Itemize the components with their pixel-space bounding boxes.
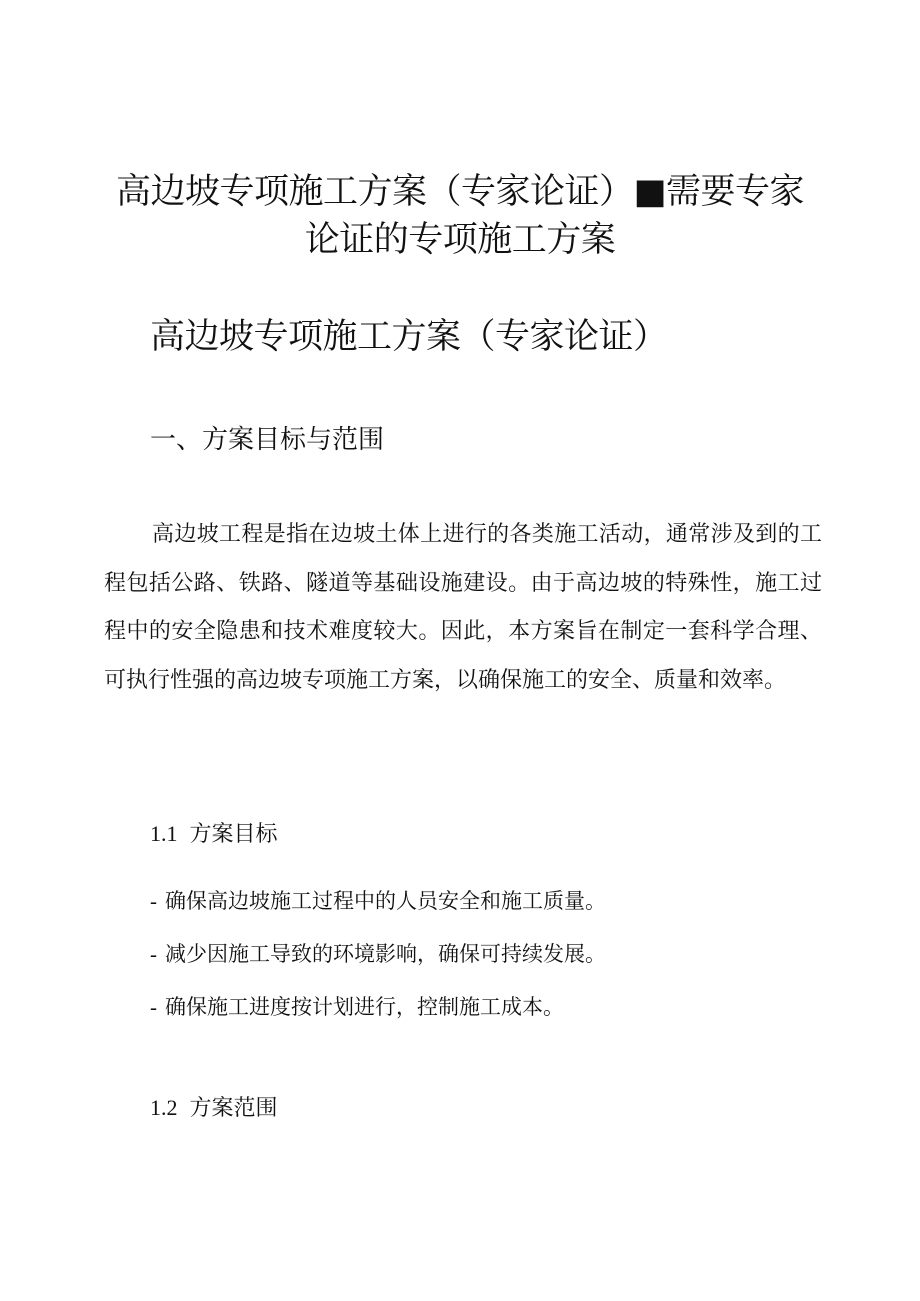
document-title: 高边坡专项施工方案（专家论证）■需要专家论证的专项施工方案 (115, 172, 805, 260)
objective-list (150, 884, 606, 1043)
section-heading: 一、方案目标与范围 (150, 425, 385, 455)
subsection-title: 方案范围 (189, 1096, 278, 1121)
list-item (150, 990, 606, 1043)
document-subtitle: 高边坡专项施工方案（专家论证） (150, 317, 668, 357)
subsection-number: 1.2 (150, 1095, 178, 1120)
list-item-text: 确保高边坡施工过程中的人员安全和施工质量。 (165, 889, 606, 913)
bullet-marker: - (150, 942, 157, 966)
list-item-text: 减少因施工导致的环境影响，确保可持续发展。 (165, 942, 606, 966)
bullet-marker: - (150, 889, 157, 913)
subsection-heading-1-2 (150, 1092, 278, 1125)
subsection-title: 方案目标 (189, 822, 278, 847)
list-item-text: 确保施工进度按计划进行，控制施工成本。 (165, 995, 564, 1019)
bullet-marker: - (150, 995, 157, 1019)
intro-paragraph: 高边坡工程是指在边坡土体上进行的各类施工活动，通常涉及到的工程包括公路、铁路、隧道等基础设施建设。由于高边坡的特殊性，施工过程中的安全隐患和技术难度较大。因此，本方案旨在制定一套科学合理、可执行性强的高边坡专项施工方案，以确保施工的安全、质量和效率。 (104, 522, 822, 693)
subsection-heading-1-1 (150, 818, 278, 851)
list-item (150, 884, 606, 937)
list-item (150, 937, 606, 990)
subsection-number: 1.1 (150, 821, 178, 846)
